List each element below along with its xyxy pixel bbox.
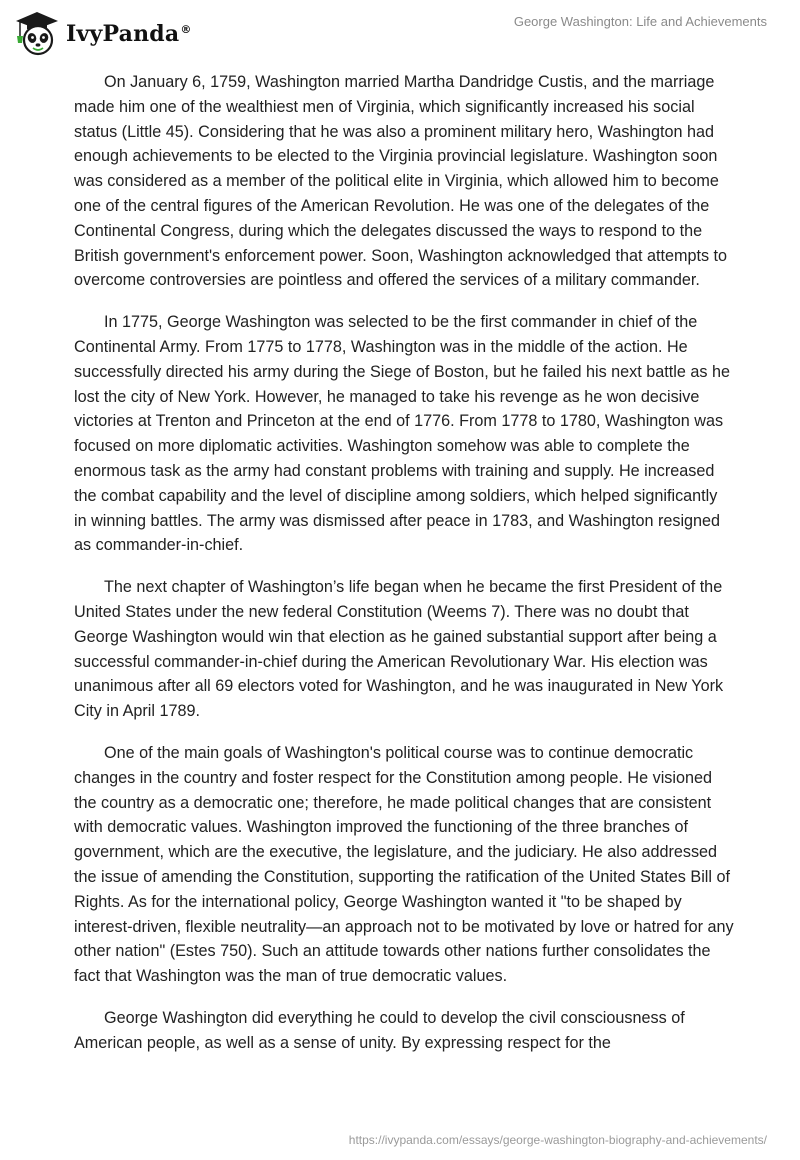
essay-body <box>74 70 734 1072</box>
paragraph: The next chapter of Washington’s life began when he became the first President of the United States under the new federal Constitution (Weems 7). There was no doubt that George Washington would win that election as he gained substantial support after being a successful commander-in-chief during the American Revolutionary War. His election was unanimous after all 69 electors voted for Washington, and he was inaugurated in New York City in April 1789. <box>74 578 724 721</box>
paragraph: In 1775, George Washington was selected to be the first commander in chief of the Continental Army. From 1775 to 1778, Washington was in the middle of the action. He successfully directed his army during the Siege of Boston, but he failed his next battle as he lost the city of New York. However, he managed to take his revenge as he won decisive victories at Trenton and Princeton at the end of 1776. From 1778 to 1780, Washington was focused on more diplomatic activities. Washington somehow was able to complete the enormous task as the army had constant problems with training and supply. He increased the combat capability and the level of discipline among soldiers, which helped significantly in winning battles. The army was dismissed after peace in 1783, and Washington resigned as commander-in-chief. <box>74 313 730 555</box>
paragraph: One of the main goals of Washington's political course was to continue democratic changes in the country and foster respect for the Constitution among people. He visioned the country as a democratic one; therefore, he made political changes that are consistent with democratic values. Washington improved the functioning of the three branches of government, which are the executive, the legislature, and the judiciary. He also addressed the issue of amending the Constitution, supporting the ratification of the United States Bill of Rights. As for the international policy, George Washington wanted it "to be shaped by interest-driven, flexible neutrality—an approach not to be motivated by love or hatred for any other nation" (Estes 750). Such an attitude towards other nations further consolidates the fact that Washington was the man of true democratic values. <box>74 743 734 986</box>
paragraph: On January 6, 1759, Washington married Martha Dandridge Custis, and the marriage made him one of the wealthiest men of Virginia, which significantly increased his social status (Little 45). Considering that he was also a prominent military hero, Washington had enough achievements to be elected to the Virginia provincial legislature. Washington soon was considered as a member of the political elite in Virginia, which allowed him to become one of the central figures of the American Revolution. He was one of the delegates of the Continental Congress, during which the delegates discussed the ways to respond to the British government's enforcement power. Soon, Washington acknowledged that attempts to overcome controversies are pointless and offered the services of a military commander. <box>74 73 728 290</box>
page-header <box>0 0 800 64</box>
panda-logo-icon <box>14 10 60 56</box>
document-title: George Washington: Life and Achievements <box>513 14 767 29</box>
ivypanda-logo[interactable] <box>14 10 192 56</box>
paragraph: George Washington did everything he could to develop the civil consciousness of American people, as well as a sense of unity. By expressing respect for the <box>74 1008 685 1052</box>
registered-mark: ® <box>180 22 192 36</box>
source-url[interactable]: https://ivypanda.com/essays/george-washington-biography-and-achievements/ <box>348 1133 767 1147</box>
brand-name: IvyPanda® <box>66 21 192 47</box>
